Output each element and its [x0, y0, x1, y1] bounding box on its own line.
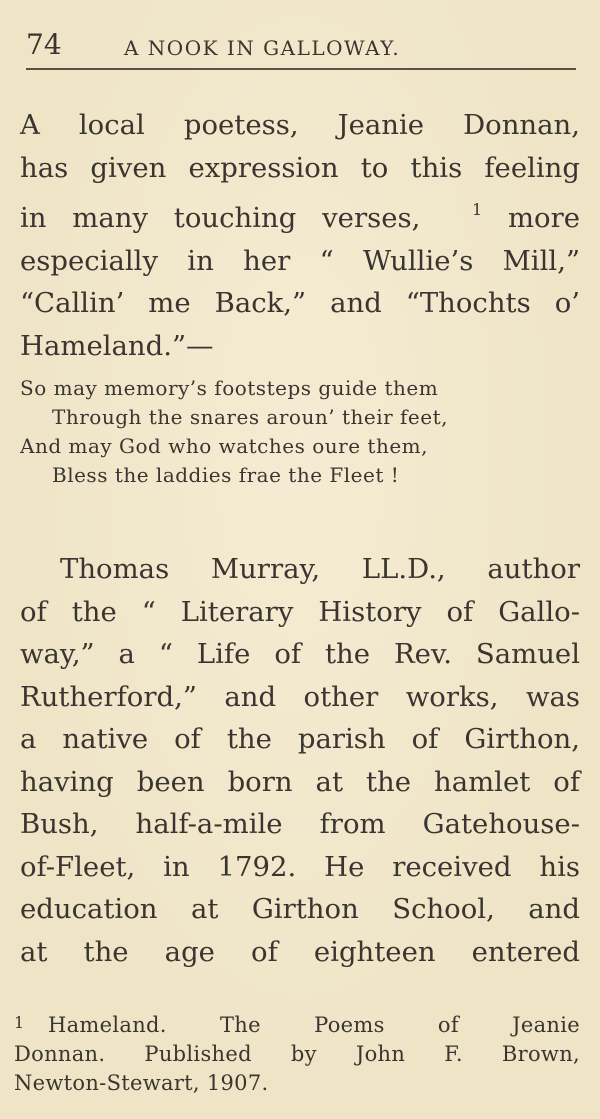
poem-line: And may God who watches oure them, [20, 434, 428, 458]
footnote-line [14, 1008, 580, 1040]
footnote [14, 1008, 580, 1098]
page-header [26, 22, 576, 70]
running-head: A NOOK IN GALLOWAY. [124, 36, 401, 60]
text-line: having been born at the hamlet of [20, 765, 580, 798]
poem-line: So may memory’s footsteps guide them [20, 376, 439, 400]
text-line: education at Girthon School, and [20, 893, 580, 925]
text-line [20, 189, 580, 240]
text-line: Hameland.”— [20, 329, 214, 362]
footnote-mark: 1 [14, 1013, 25, 1032]
footnote-reference: 1 [471, 200, 483, 219]
text-line: Thomas Murray, LL.D., author [60, 553, 580, 585]
text-line: Bush, half-a-mile from Gatehouse- [20, 808, 580, 840]
text-line: “Callin’ me Back,” and “Thochts o’ [20, 287, 580, 319]
paragraph-poetess [20, 104, 580, 367]
text-line: Rutherford,” and other works, was [20, 680, 580, 713]
footnote-line: Donnan. Published by John F. Brown, [14, 1042, 580, 1066]
text-line: of-Fleet, in 1792. He received his [20, 850, 580, 883]
text-line: has given expression to this feeling [20, 151, 580, 184]
text-fragment: Hameland. The Poems of Jeanie [48, 1013, 580, 1037]
text-line: of the “ Literary History of Gallo- [20, 595, 580, 628]
footnote-line: Newton-Stewart, 1907. [14, 1071, 269, 1095]
poem-line: Bless the laddies frae the Fleet ! [52, 463, 400, 487]
text-fragment: in many touching verses, [20, 202, 421, 234]
text-line: a native of the parish of Girthon, [20, 723, 580, 755]
text-line: way,” a “ Life of the Rev. Samuel [20, 638, 580, 670]
poem-line: Through the snares aroun’ their feet, [52, 405, 448, 429]
paragraph-thomas-murray [20, 548, 580, 973]
text-line: A local poetess, Jeanie Donnan, [20, 109, 580, 141]
text-fragment: more [507, 202, 580, 234]
text-line: especially in her “ Wullie’s Mill,” [20, 244, 580, 277]
poem-quote [20, 374, 580, 490]
page-number: 74 [26, 28, 62, 61]
text-line: at the age of eighteen entered [20, 935, 580, 968]
